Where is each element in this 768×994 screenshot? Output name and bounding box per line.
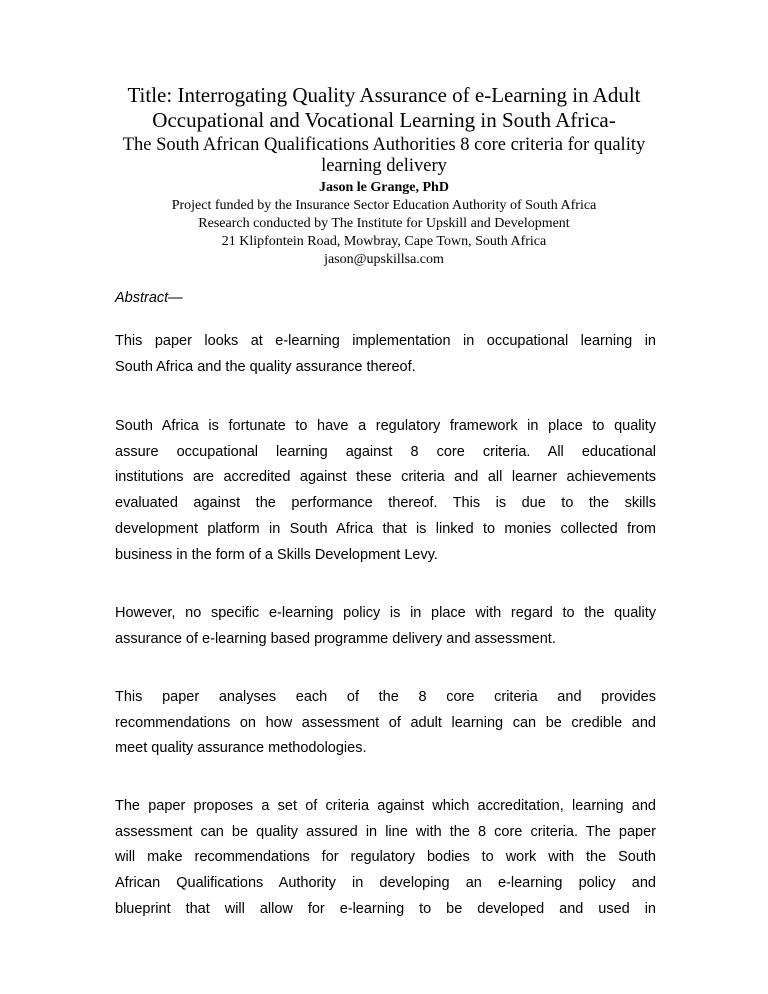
- subtitle-line: learning delivery: [321, 156, 447, 176]
- abstract-paragraph: [115, 601, 656, 652]
- paragraph-line: development platform in South Africa that is linked to monies collected from: [115, 520, 656, 537]
- paragraph-line: assessment can be quality assured in line with the 8 core criteria. The paper: [115, 823, 656, 840]
- funding-line: Project funded by the Insurance Sector Education Authority of South Africa: [171, 198, 597, 213]
- abstract-label: Abstract—: [115, 290, 183, 306]
- paragraph-line: will make recommendations for regulatory bodies to work with the South: [115, 849, 656, 866]
- paragraph-line: However, no specific e-learning policy is in place with regard to the quality: [115, 605, 656, 621]
- paragraph-line: assurance of e-learning based programme delivery and assessment.: [115, 630, 556, 647]
- research-line: Research conducted by The Institute for Upskill and Development: [198, 216, 570, 231]
- author-name: Jason le Grange, PhD: [319, 180, 449, 195]
- paragraph-line: recommendations on how assessment of adult learning can be credible and: [115, 714, 656, 731]
- subtitle-line: The South African Qualifications Authorities 8 core criteria for quality: [122, 135, 646, 155]
- abstract-paragraph: [115, 685, 656, 762]
- paragraph-line: evaluated against the performance thereof. This is due to the skills: [115, 495, 656, 512]
- paragraph-line: South Africa and the quality assurance thereof.: [115, 358, 416, 375]
- paragraph-line: business in the form of a Skills Development Levy.: [115, 546, 438, 563]
- paragraph-line: South Africa is fortunate to have a regulatory framework in place to quality: [115, 418, 656, 434]
- abstract-paragraph: [115, 794, 656, 923]
- paragraph-line: This paper looks at e-learning implementation in occupational learning in: [115, 333, 656, 349]
- paragraph-line: African Qualifications Authority in developing an e-learning policy and: [115, 875, 656, 892]
- paragraph-line: assure occupational learning against 8 core criteria. All educational: [115, 443, 656, 460]
- title-line: Title: Interrogating Quality Assurance of e-Learning in Adult: [127, 83, 641, 107]
- paragraph-line: meet quality assurance methodologies.: [115, 740, 367, 757]
- paragraph-line: blueprint that will allow for e-learning to be developed and used in: [115, 900, 656, 917]
- paragraph-line: The paper proposes a set of criteria against which accreditation, learning and: [115, 798, 656, 814]
- paper-title: [100, 83, 668, 133]
- abstract-paragraph: [115, 414, 656, 568]
- paper-subtitle: [100, 135, 668, 177]
- title-line: Occupational and Vocational Learning in South Africa-: [152, 108, 616, 132]
- paragraph-line: institutions are accredited against these criteria and all learner achievements: [115, 469, 656, 486]
- author-email[interactable]: jason@upskillsa.com: [324, 252, 444, 267]
- address-line: 21 Klipfontein Road, Mowbray, Cape Town, South Africa: [221, 234, 547, 249]
- paragraph-line: This paper analyses each of the 8 core criteria and provides: [115, 689, 656, 705]
- abstract-paragraph: [115, 329, 656, 380]
